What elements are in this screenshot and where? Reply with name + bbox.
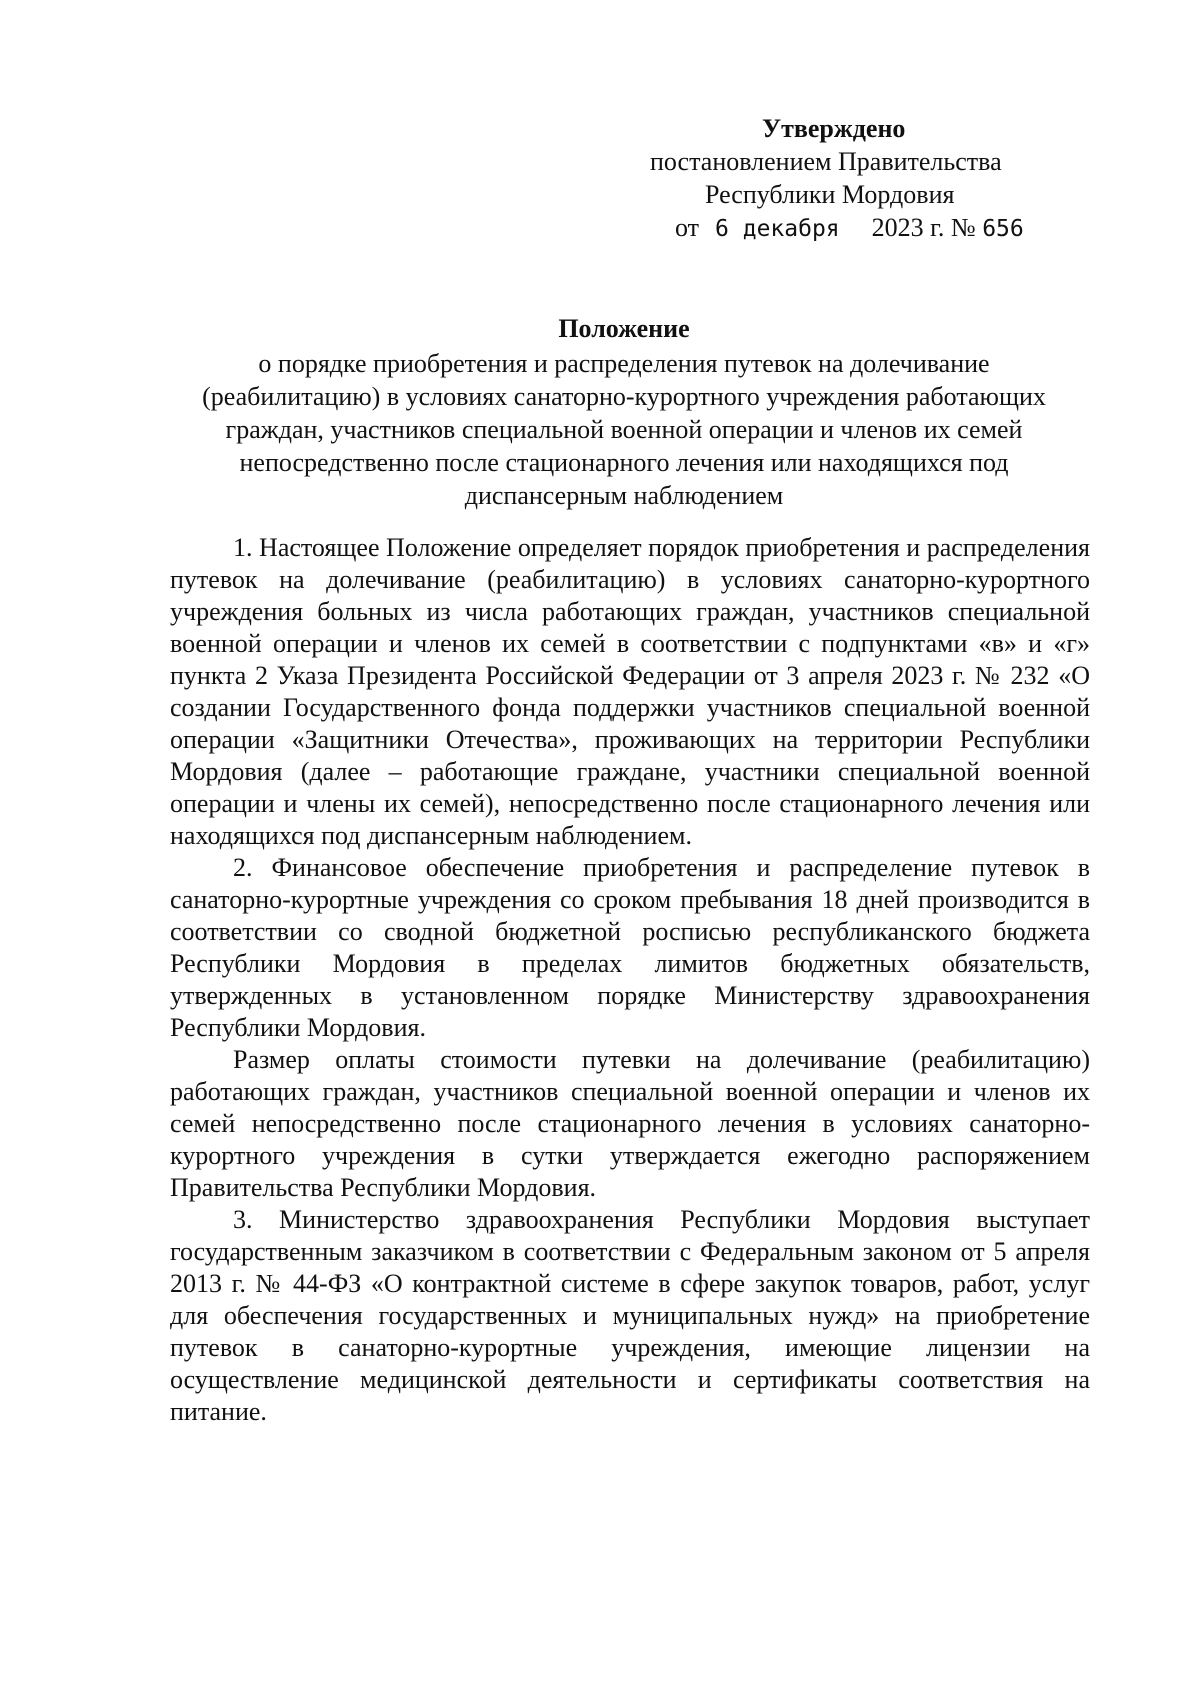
date-day-month: 6 декабря xyxy=(715,216,840,242)
paragraph-2: 2. Финансовое обеспечение приобретения и распределение путевок в санаторно-курортные учреждения со сроком пребывания 18 дней производится в соответствии со сводной бюджетной росписью республиканского бюджета Республики Мордовия в пределах лимитов бюджетных обязательств, утвержденных в установленном порядке Министерству здравоохранения Республики Мордовия. xyxy=(170,853,1090,1042)
approval-date-line xyxy=(650,211,1080,246)
approval-decree-line: постановлением Правительства xyxy=(650,147,1002,176)
subtitle-line: о порядке приобретения и распределения путевок на долечивание xyxy=(258,349,990,378)
subtitle-line: непосредственно после стационарного лечения или находящихся под xyxy=(239,448,1009,477)
decree-number: 656 xyxy=(982,216,1024,242)
subtitle-line: (реабилитацию) в условиях санаторно-курортного учреждения работающих xyxy=(202,382,1046,411)
document-body xyxy=(170,532,1090,1428)
paragraph-1: 1. Настоящее Положение определяет порядок приобретения и распределения путевок на долечивание (реабилитацию) в условиях санаторно-курортного учреждения больных из числа работающих граждан, участников специальной военной операции и членов их семей в соответствии с подпунктами «в» и «г» пункта 2 Указа Президента Российской Федерации от 3 апреля 2023 г. № 232 «О создании Государственного фонда поддержки участников специальной военной операции «Защитники Отечества», проживающих на территории Республики Мордовия (далее – работающие граждане, участники специальной военной операции и члены их семей), непосредственно после стационарного лечения или находящихся под диспансерным наблюдением. xyxy=(170,533,1090,850)
approval-block xyxy=(650,112,1080,246)
subtitle-line: граждан, участников специальной военной операции и членов их семей xyxy=(225,415,1023,444)
approval-region-line: Республики Мордовия xyxy=(705,180,955,209)
paragraph-2-payment: Размер оплаты стоимости путевки на долечивание (реабилитацию) работающих граждан, участников специальной военной операции и членов их семей непосредственно после стационарного лечения в условиях санаторно-курортного учреждения в сутки утверждается ежегодно распоряжением Правительства Республики Мордовия. xyxy=(170,1045,1090,1202)
document-title: Положение xyxy=(558,314,690,343)
approval-heading: Утверждено xyxy=(762,114,906,143)
subtitle-line: диспансерным наблюдением xyxy=(464,481,784,510)
date-year: 2023 г. № xyxy=(871,213,976,242)
document-title-block xyxy=(150,312,1098,512)
date-prefix: от xyxy=(675,213,700,242)
paragraph-3: 3. Министерство здравоохранения Республики Мордовия выступает государственным заказчиком в соответствии с Федеральным законом от 5 апреля 2013 г. № 44-ФЗ «О контрактной системе в сфере закупок товаров, работ, услуг для обеспечения государственных и муниципальных нужд» на приобретение путевок в санаторно-курортные учреждения, имеющие лицензии на осуществление медицинской деятельности и сертификаты соответствия на питание. xyxy=(170,1205,1090,1426)
